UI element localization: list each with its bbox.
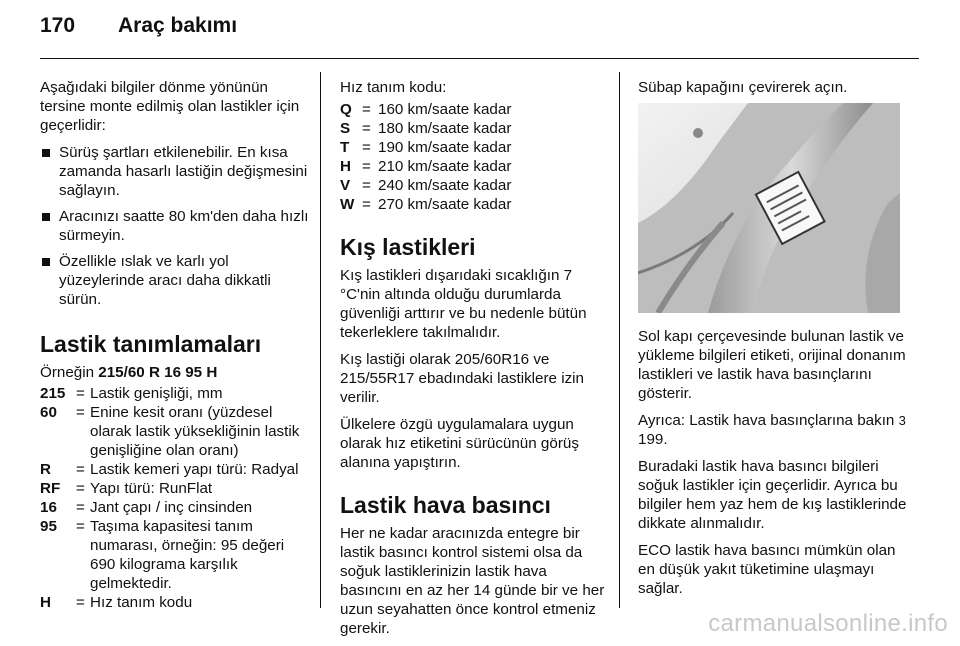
winter-paragraph-2: Kış lastiği olarak 205/60R16 ve 215/55R17 ebadındaki lastiklere izin verilir. [340, 351, 585, 406]
page-reference-arrow-icon: 3 [898, 413, 906, 428]
list-item: Sürüş şartları etkilenebilir. En kısa zamanda hasarlı lastiğin değişmesini sağlayın. [40, 143, 310, 200]
header-divider [40, 58, 919, 59]
column-divider-2 [619, 72, 620, 608]
list-item: Aracınızı saatte 80 km'den daha hızlı sürmeyin. [40, 207, 310, 245]
intro-text: Aşağıdaki bilgiler dönme yönünün tersine monte edilmiş olan lastikler için geçerlidir: [40, 79, 300, 134]
winter-paragraph-3: Ülkelere özgü uygulamalara uygun olarak hız etiketini sürücünün görüş alanına yapıştırın. [340, 416, 579, 471]
speed-code-title: Hız tanım kodu: [340, 79, 447, 96]
cold-tire-text: Buradaki lastik hava basıncı bilgileri soğuk lastikler için geçerlidir. Ayrıca bu bilgiler hem yaz hem de kış lastiklerinde dikkate alınmalıdır. [638, 458, 907, 532]
section-heading-winter-tires: Kış lastikleri [340, 234, 476, 260]
eco-pressure-text: ECO lastik hava basıncı mümkün olan en düşük yakıt tüketimine ulaşmayı sağlar. [638, 542, 896, 597]
page-number: 170 [40, 14, 76, 37]
bullet-square-icon [42, 149, 50, 157]
section-heading-tire-designations: Lastik tanımlamaları [40, 331, 262, 357]
column-3 [638, 78, 913, 606]
list-item: Özellikle ıslak ve karlı yol yüzeylerinde aracı daha dikkatli sürün. [40, 252, 310, 309]
speed-code-table: Q = 160 km/saate kadar S = 180 km/saate kadar T = 190 km/saate kadar H = 210 km/saate kadar V = 240 km/saate kadar W = 270 km/saate kadar [340, 101, 512, 213]
page-header [40, 14, 920, 46]
pressure-paragraph-1: Her ne kadar aracınızda entegre bir lastik basıncı kontrol sistemi olsa da soğuk lastiklerinizin lastik hava basıncını en az her 14 günde bir ve her uzun seyahatten önce kontrol etmeniz gerekir. [340, 525, 605, 637]
label-info-text: Sol kapı çerçevesinde bulunan lastik ve yükleme bilgileri etiketi, orijinal donanım lastikleri ve lastik hava basınçlarını gösterir. [638, 328, 906, 402]
winter-paragraph-1: Kış lastikleri dışarıdaki sıcaklığın 7 °C'nin altında olduğu durumlarda güvenliği arttırır ve bu nedenle bütün tekerleklere takılmalıdır. [340, 267, 587, 341]
section-heading-tire-pressure: Lastik hava basıncı [340, 492, 551, 518]
example-code: 215/60 R 16 95 H [98, 364, 218, 381]
page-title: Araç bakımı [118, 14, 238, 37]
bullet-square-icon [42, 258, 50, 266]
tire-code-definitions: 215 = Lastik genişliği, mm 60 = Enine kesit oranı (yüzdesel olarak lastik yüksekliğinin lastik genişliğine olan oranı) R = Lastik kemeri yapı türü: Radyal RF = Yapı türü: RunFlat 16 = Jant çapı / inç cinsinden 95 = Taşıma kapasitesi tanım numarası, örneğin: 95 değeri 690 kilograma karşılık gelmektedir. H = Hız tanım kodu [40, 385, 300, 611]
example-line: Örneğin 215/60 R 16 95 H [40, 364, 218, 381]
door-frame-label-image [638, 103, 900, 313]
column-divider-1 [320, 72, 321, 608]
valve-cap-text: Sübap kapağını çevirerek açın. [638, 79, 848, 96]
pressure-reference-text: Ayrıca: Lastik hava basınçlarına bakın 3 199. [638, 412, 906, 448]
bullet-list [40, 143, 310, 309]
site-watermark: carmanualsonline.info [708, 610, 948, 637]
bullet-square-icon [42, 213, 50, 221]
column-1 [40, 78, 310, 614]
column-2 [340, 78, 610, 646]
